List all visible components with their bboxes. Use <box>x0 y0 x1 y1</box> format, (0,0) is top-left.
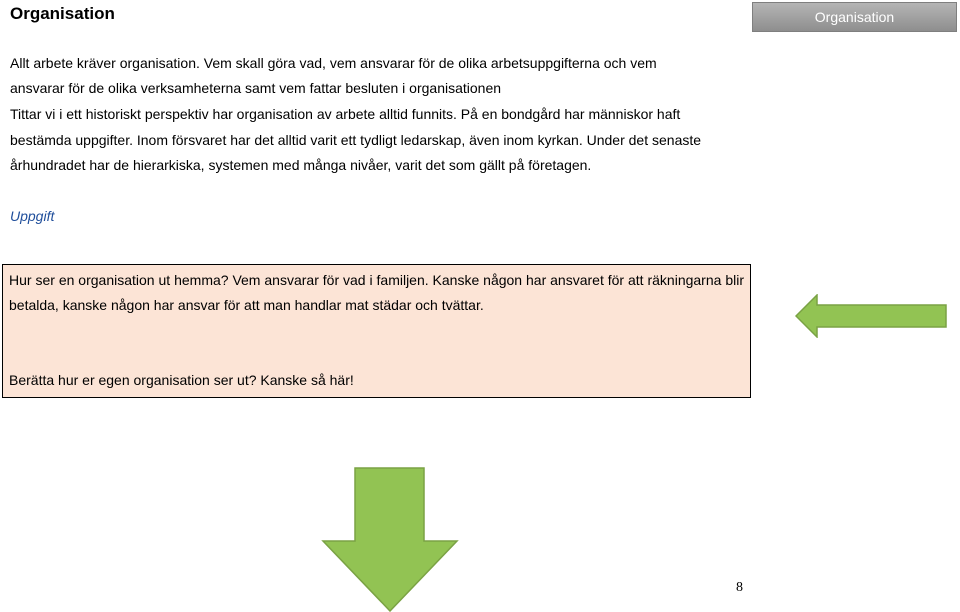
task-question: Hur ser en organisation ut hemma? Vem ansvarar för vad i familjen. Kanske någon har ansvaret för att räkningarna blir betalda, kanske någon har ansvar för att man handlar mat städar och tvättar. <box>9 272 744 313</box>
page-number: 8 <box>736 580 743 595</box>
intro-text <box>10 51 710 101</box>
history-paragraph <box>10 102 745 179</box>
page-title: Organisation <box>10 4 115 23</box>
arrow-down-icon <box>321 467 459 612</box>
history-paragraph-text: Tittar vi i ett historiskt perspektiv har organisation av arbete alltid funnits. På en bondgård har människor haft bestämda uppgifter. Inom försvaret har det alltid varit ett tydligt ledarskap, även inom kyrkan. Under det senaste århundradet har de hierarkiska, systemen med många nivåer, varit det som gällt på företagen. <box>10 106 702 173</box>
section-tab: Organisation <box>752 2 957 32</box>
intro-line-2: ansvarar för de olika verksamheterna samt vem fattar besluten i organisationen <box>10 80 502 96</box>
task-box <box>2 264 751 398</box>
task-prompt: Berätta hur er egen organisation ser ut? Kanske så här! <box>9 372 354 388</box>
task-heading: Uppgift <box>10 208 55 224</box>
arrow-left-icon <box>795 294 949 338</box>
intro-line-1: Allt arbete kräver organisation. Vem skall göra vad, vem ansvarar för de olika arbetsuppgifterna och vem <box>10 55 657 71</box>
